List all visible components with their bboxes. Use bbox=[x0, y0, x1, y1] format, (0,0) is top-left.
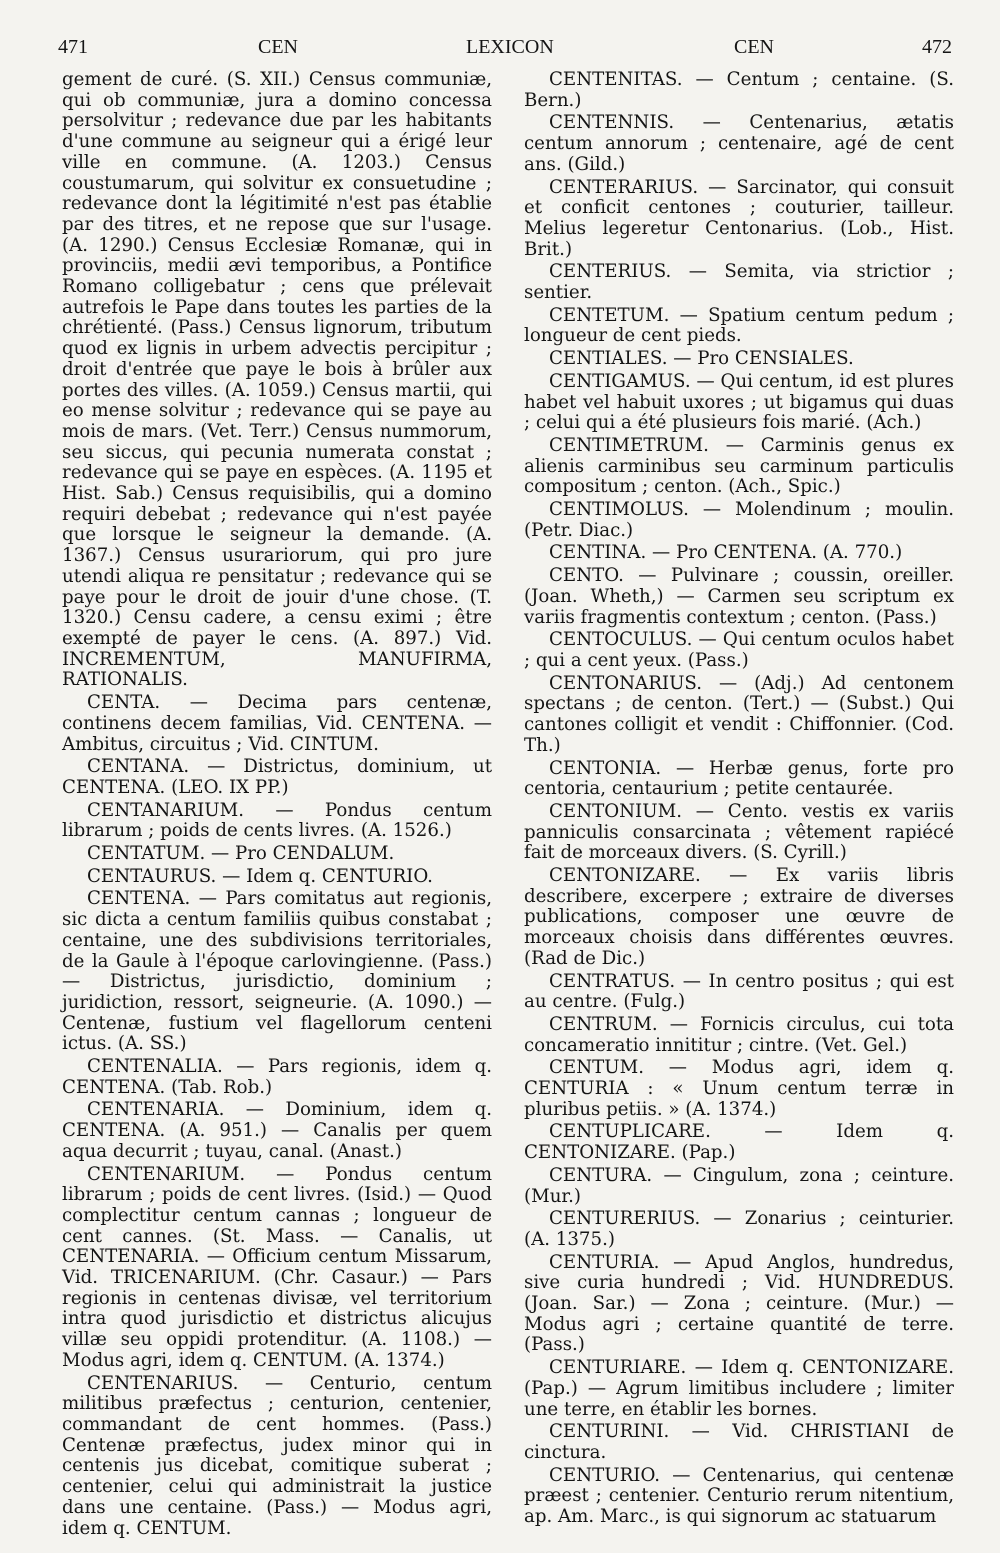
dictionary-entry: CENTURIA. — Apud Anglos, hundredus, sive curia hundredi ; Vid. HUNDREDUS. (Joan. Sar.) — Zona ; ceinture. (Mur.) — Modus agri ; certaine quantité de terre. (Pass.) bbox=[524, 1251, 954, 1356]
dictionary-entry: CENTAURUS. — Idem q. CENTURIO. bbox=[87, 865, 433, 887]
dictionary-entry: CENTURINI. — Vid. CHRISTIANI de cinctura. bbox=[524, 1421, 954, 1463]
book-title: LEXICON bbox=[466, 36, 554, 58]
dictionary-entry: CENTIMOLUS. — Molendinum ; moulin. (Petr. Diac.) bbox=[524, 499, 954, 541]
headword-guide-right: CEN bbox=[734, 36, 774, 58]
dictionary-entry: CENTONARIUS. — (Adj.) Ad centonem spectans ; de centon. (Tert.) — (Subst.) Qui cantones colligit et vendit : Chiffonnier. (Cod. Th.) bbox=[524, 672, 954, 756]
dictionary-entry: CENTENITAS. — Centum ; centaine. (S. Bern.) bbox=[524, 69, 954, 111]
dictionary-entry: CENTUPLICARE. — Idem q. CENTONIZARE. (Pap.) bbox=[524, 1121, 954, 1164]
dictionary-entry: CENTETUM. — Spatium centum pedum ; longueur de cent pieds. bbox=[524, 304, 954, 347]
left-column bbox=[62, 70, 492, 1541]
page-number-right: 472 bbox=[922, 36, 952, 58]
page-number-left: 471 bbox=[58, 36, 88, 58]
dictionary-entry: CENTA. — Decima pars centenæ, continens decem familias, Vid. CENTENA. — Ambitus, circuitus ; Vid. CINTUM. bbox=[62, 692, 492, 755]
dictionary-entry: CENTONIZARE. — Ex variis libris describere, excerpere ; extraire de diverses publications, composer une œuvre de morceaux choisis dans différentes œuvres. (Rad de Dic.) bbox=[524, 865, 954, 969]
dictionary-entry: CENTONIA. — Herbæ genus, forte pro centoria, centaurium ; petite centaurée. bbox=[524, 757, 954, 800]
dictionary-entry: CENTUM. — Modus agri, idem q. CENTURIA : « Unum centum terræ in pluribus petiis. » (A. 1374.) bbox=[524, 1057, 954, 1120]
dictionary-entry: CENTRATUS. — In centro positus ; qui est au centre. (Fulg.) bbox=[524, 970, 954, 1013]
dictionary-entry: CENTIGAMUS. — Qui centum, id est plures habet vel habuit uxores ; ut bigamus qui duas ; celui qui a été plusieurs fois marié. (Ach.) bbox=[524, 370, 954, 434]
dictionary-entry: CENTURA. — Cingulum, zona ; ceinture. (Mur.) bbox=[524, 1164, 954, 1207]
dictionary-entry: CENTERARIUS. — Sarcinator, qui consuit et conficit centones ; couturier, tailleur. Melius legeretur Centonarius. (Lob., Hist. Brit.) bbox=[524, 176, 954, 260]
dictionary-entry: CENTERIUS. — Semita, via strictior ; sentier. bbox=[524, 261, 954, 304]
dictionary-entry: CENTANARIUM. — Pondus centum librarum ; poids de cents livres. (A. 1526.) bbox=[62, 799, 492, 842]
dictionary-entry: CENTENARIUS. — Centurio, centum militibus præfectus ; centurion, centenier, commandant de cent hommes. (Pass.) Centenæ præfectus, judex minor qui in centenis jus dicebat, comitique suberat ; centenier, celui qui administrait la justice dans une centaine. (Pass.) — Modus agri, idem q. CENTUM. bbox=[62, 1372, 492, 1539]
dictionary-entry: CENTENARIA. — Dominium, idem q. CENTENA. (A. 951.) — Canalis per quem aqua decurrit ; tuyau, canal. (Anast.) bbox=[62, 1099, 492, 1162]
dictionary-entry: CENTINA. — Pro CENTENA. (A. 770.) bbox=[549, 542, 903, 564]
dictionary-entry: CENTO. — Pulvinare ; coussin, oreiller. (Joan. Wheth,) — Carmen seu scriptum ex variis fragmentis contextum ; centon. (Pass.) bbox=[524, 565, 954, 628]
dictionary-entry: CENTIMETRUM. — Carminis genus ex alienis carminibus seu carminum particulis compositum ; centon. (Ach., Spic.) bbox=[524, 434, 954, 498]
dictionary-entry: CENTENNIS. — Centenarius, ætatis centum annorum ; centenaire, agé de cent ans. (Gild.) bbox=[524, 112, 954, 175]
running-header bbox=[58, 36, 952, 66]
dictionary-entry: CENTOCULUS. — Qui centum oculos habet ; qui a cent yeux. (Pass.) bbox=[524, 629, 954, 671]
dictionary-entry: CENTRUM. — Fornicis circulus, cui tota concameratio innititur ; cintre. (Vet. Gel.) bbox=[524, 1013, 954, 1056]
dictionary-entry: CENTURIARE. — Idem q. CENTONIZARE. (Pap.) — Agrum limitibus includere ; limiter une terre, en établir les bornes. bbox=[524, 1357, 954, 1420]
dictionary-entry: CENTENARIUM. — Pondus centum librarum ; poids de cent livres. (Isid.) — Quod complectitur centum cannas ; longueur de cent cannes. (St. Mass. — Canalis, ut CENTENARIA. — Officium centum Missarum, Vid. TRICENARIUM. (Chr. Casaur.) — Pars regionis in centenas divisæ, vel territorium intra quod jurisdictio et districtus alicujus villæ seu oppidi protenditur. (A. 1108.) — Modus agri, idem q. CENTUM. (A. 1374.) bbox=[62, 1163, 492, 1371]
dictionary-entry: CENTANA. — Districtus, dominium, ut CENTENA. (LEO. IX PP.) bbox=[62, 756, 492, 798]
dictionary-entry: gement de curé. (S. XII.) Census communiæ, qui ob communiæ, jura a domino concessa persolvitur ; redevance due par les habitants d'une commune au seigneur qui a érigé leur ville en commune. (A. 1203.) Census coustumarum, qui solvitur ex consuetudine ; redevance dont la légitimité n'est pas établie par des titres, et ne repose que sur l'usage. (A. 1290.) Census Ecclesiæ Romanæ, qui in provinciis, medii ævi temporibus, a Pontifice Romano colligebatur ; cens que prélevait autrefois le Pape dans toutes les parties de la chrétienté. (Pass.) Census lignorum, tributum quod ex lignis in urbem advectis percipitur ; droit d'entrée que paye le bois à brûler aux portes des villes. (A. 1059.) Census martii, qui eo mense solvitur ; redevance qui se paye au mois de mars. (Vet. Terr.) Census nummorum, seu siccus, qui pecunia numerata constat ; redevance qui se paye en espèces. (A. 1195 et Hist. Sab.) Census requisibilis, qui a domino requiri debebat ; redevance qui n'est payée que lorsque le seigneur la demande. (A. 1367.) Census usurariorum, qui pro jure utendi aliqua re pensitatur ; redevance qui se paye pour le droit de jouir d'une chose. (T. 1320.) Censu cadere, a censu eximi ; être exempté de payer le cens. (A. 897.) Vid. INCREMENTUM, MANUFIRMA, RATIONALIS. bbox=[62, 69, 492, 691]
dictionary-entry: CENTENA. — Pars comitatus aut regionis, sic dicta a centum familiis quibus constabat ; centaine, une des subdivisions territoriales, de la Gaule à l'époque carlovingienne. (Pass.) — Districtus, jurisdictio, dominium ; juridiction, ressort, seigneurie. (A. 1090.) — Centenæ, fustium vel flagellorum centeni ictus. (A. SS.) bbox=[62, 888, 492, 1055]
headword-guide-left: CEN bbox=[258, 36, 298, 58]
dictionary-entry: CENTONIUM. — Cento. vestis ex variis panniculis consarcinata ; vêtement rapiécé fait de morceaux divers. (S. Cyrill.) bbox=[524, 800, 954, 864]
dictionary-entry: CENTENALIA. — Pars regionis, idem q. CENTENA. (Tab. Rob.) bbox=[62, 1056, 492, 1098]
dictionary-entry: CENTATUM. — Pro CENDALUM. bbox=[87, 843, 395, 865]
right-column bbox=[524, 70, 954, 1530]
dictionary-entry: CENTURERIUS. — Zonarius ; ceinturier. (A. 1375.) bbox=[524, 1208, 954, 1250]
dictionary-entry: CENTIALES. — Pro CENSIALES. bbox=[549, 348, 854, 370]
dictionary-entry: CENTURIO. — Centenarius, qui centenæ præest ; centenier. Centurio rerum nitentium, ap. Am. Marc., is qui signorum ac statuarum bbox=[524, 1464, 954, 1528]
